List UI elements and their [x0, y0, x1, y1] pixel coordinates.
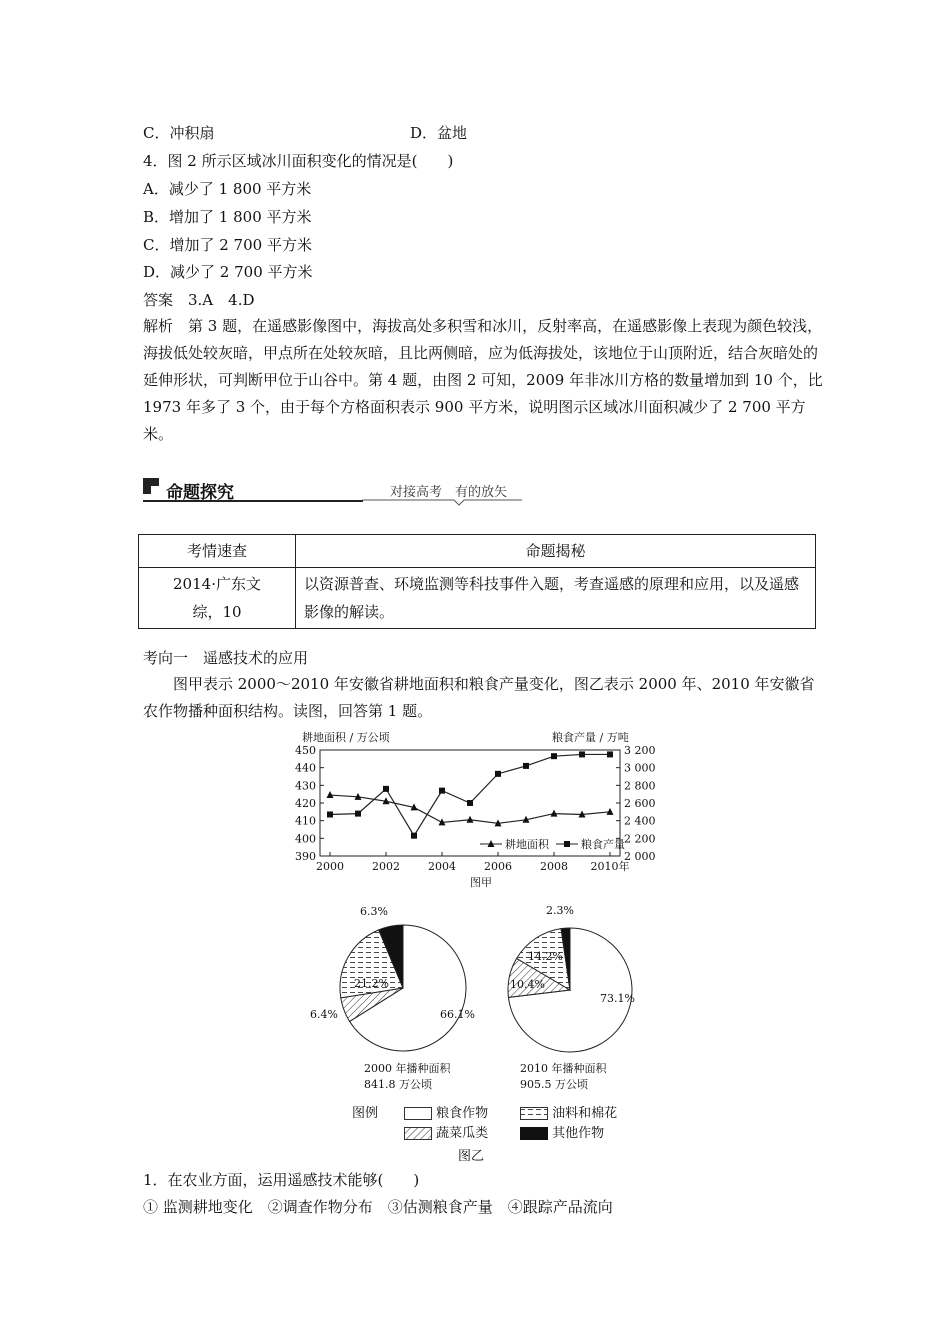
table-header-cell: 命题揭秘 [296, 535, 816, 568]
pie-slice-label: 6.4% [310, 1008, 338, 1021]
data-point-square [411, 833, 417, 839]
x-tick-label: 2002 [372, 860, 400, 873]
figure-b-caption: 图乙 [458, 1149, 485, 1164]
table-cell: 2014·广东文综，10 [139, 568, 296, 629]
pie-slice-label: 21.2% [354, 977, 389, 990]
banner-rule-left [143, 500, 363, 502]
figure-a-line-chart [290, 728, 670, 888]
pie-slice-label: 73.1% [600, 992, 635, 1005]
q4-option-a: A．减少了 1 800 平方米 [143, 180, 312, 198]
legend-text: 其他作物 [552, 1126, 605, 1141]
q4-option-c: C．增加了 2 700 平方米 [143, 236, 312, 254]
pie-2010-title: 2010 年播种面积 [520, 1062, 607, 1075]
legend-label: 耕地面积 [505, 838, 549, 851]
q3-option-c: C．冲积扇 [143, 124, 215, 142]
x-tick-label: 2008 [540, 860, 568, 873]
q4-option-d: D．减少了 2 700 平方米 [143, 263, 313, 281]
left-tick-label: 410 [295, 814, 316, 828]
pie-2010-subtitle: 905.5 万公顷 [520, 1078, 588, 1091]
left-tick-label: 430 [295, 779, 316, 793]
table-header-cell: 考情速查 [139, 535, 296, 568]
legend-item [520, 1102, 617, 1121]
x-tick-label: 2010年 [590, 860, 630, 873]
table-cell: 以资源普查、环境监测等科技事件入题，考查遥感的原理和应用，以及遥感影像的解读。 [296, 568, 816, 629]
legend-marker-square [564, 841, 570, 847]
x-tick-label: 2000 [316, 860, 344, 873]
data-point-square [383, 786, 389, 792]
legend-item [404, 1102, 488, 1121]
banner-square-icon [143, 478, 159, 494]
pie-slice-label: 10.4% [510, 978, 545, 991]
legend-swatch-oil [520, 1107, 548, 1120]
data-point-triangle [607, 808, 614, 815]
figure-b-pie-charts [310, 900, 650, 1100]
data-point-square [439, 788, 445, 794]
q4-stem: 4．图 2 所示区域冰川面积变化的情况是( ) [143, 152, 454, 170]
q4-option-b: B．增加了 1 800 平方米 [143, 208, 312, 226]
legend-label: 图例 [352, 1106, 379, 1121]
data-point-triangle [467, 816, 474, 823]
legend-item [404, 1122, 488, 1141]
legend-swatch-grain [404, 1107, 432, 1120]
q3-option-d: D．盆地 [410, 124, 468, 142]
right-tick-label: 2 200 [624, 832, 656, 846]
left-tick-label: 390 [295, 850, 316, 863]
legend-swatch-veg [404, 1127, 432, 1140]
left-tick-label: 450 [295, 744, 316, 757]
data-point-square [523, 763, 529, 769]
left-axis-label: 耕地面积 / 万公顷 [302, 731, 390, 744]
figure-a-caption: 图甲 [470, 876, 492, 888]
legend-text: 油料和棉花 [552, 1106, 618, 1121]
left-tick-label: 420 [295, 797, 316, 810]
right-tick-label: 2 400 [624, 814, 656, 828]
left-tick-label: 440 [295, 761, 316, 775]
pie-2000-title: 2000 年播种面积 [364, 1062, 451, 1075]
analysis-paragraph: 解析 第 3 题，在遥感影像图中，海拔高处多积雪和冰川，反射率高，在遥感影像上表现为颜色较浅，海拔低处较灰暗，甲点所在处较灰暗，且比两侧暗，应为低海拔处，该地位于山顶附近，结合灰暗处的延伸形状，可判断甲位于山谷中。第 4 题，由图 2 可知，2009 年非冰川方格的数量增加到 10 个，比 1973 年多了 3 个，由于每个方格面积表示 900 平方米，说明图示区域冰川面积减少了 2 700 平方米。 [143, 317, 823, 443]
legend-text: 粮食作物 [436, 1106, 489, 1121]
data-point-square [327, 811, 333, 817]
intro-paragraph: 图甲表示 2000～2010 年安徽省耕地面积和粮食产量变化，图乙表示 2000 年、2010 年安徽省农作物播种面积结构。读图，回答第 1 题。 [143, 675, 815, 720]
banner-title: 命题探究 [166, 483, 234, 503]
right-tick-label: 3 000 [624, 761, 656, 775]
q1-stem: 1．在农业方面，运用遥感技术能够( ) [143, 1171, 420, 1189]
pie-slice-label: 2.3% [546, 904, 574, 917]
banner-rule-right [362, 494, 522, 506]
info-table [138, 534, 816, 629]
data-point-square [355, 811, 361, 817]
legend-label: 粮食产量 [581, 838, 625, 851]
legend-item [520, 1122, 604, 1141]
answer-line: 答案 3.A 4.D [143, 291, 255, 309]
data-point-square [551, 753, 557, 759]
pie-slice-label: 6.3% [360, 905, 388, 918]
left-tick-label: 400 [295, 832, 316, 846]
q1-options: ① 监测耕地变化 ②调查作物分布 ③估测粮食产量 ④跟踪产品流向 [143, 1198, 613, 1216]
right-tick-label: 2 000 [624, 850, 656, 863]
pie-2000-subtitle: 841.8 万公顷 [364, 1078, 432, 1091]
banner-subtitle: 对接高考 有的放矢 [390, 485, 508, 500]
data-point-square [607, 751, 613, 757]
right-tick-label: 3 200 [624, 744, 656, 757]
data-point-square [495, 771, 501, 777]
right-axis-label: 粮食产量 / 万吨 [552, 731, 629, 744]
legend-swatch-other [520, 1127, 548, 1140]
data-point-square [579, 751, 585, 757]
section-heading: 考向一 遥感技术的应用 [143, 649, 309, 667]
pie-slice-label: 66.1% [440, 1008, 475, 1021]
pie-slice-label: 14.2% [528, 950, 563, 963]
legend-text: 蔬菜瓜类 [436, 1126, 489, 1141]
right-tick-label: 2 600 [624, 797, 656, 810]
right-tick-label: 2 800 [624, 779, 656, 793]
data-point-square [467, 800, 473, 806]
x-tick-label: 2004 [428, 860, 456, 873]
x-tick-label: 2006 [484, 860, 512, 873]
series-line-square [330, 754, 610, 835]
data-point-triangle [327, 791, 334, 798]
